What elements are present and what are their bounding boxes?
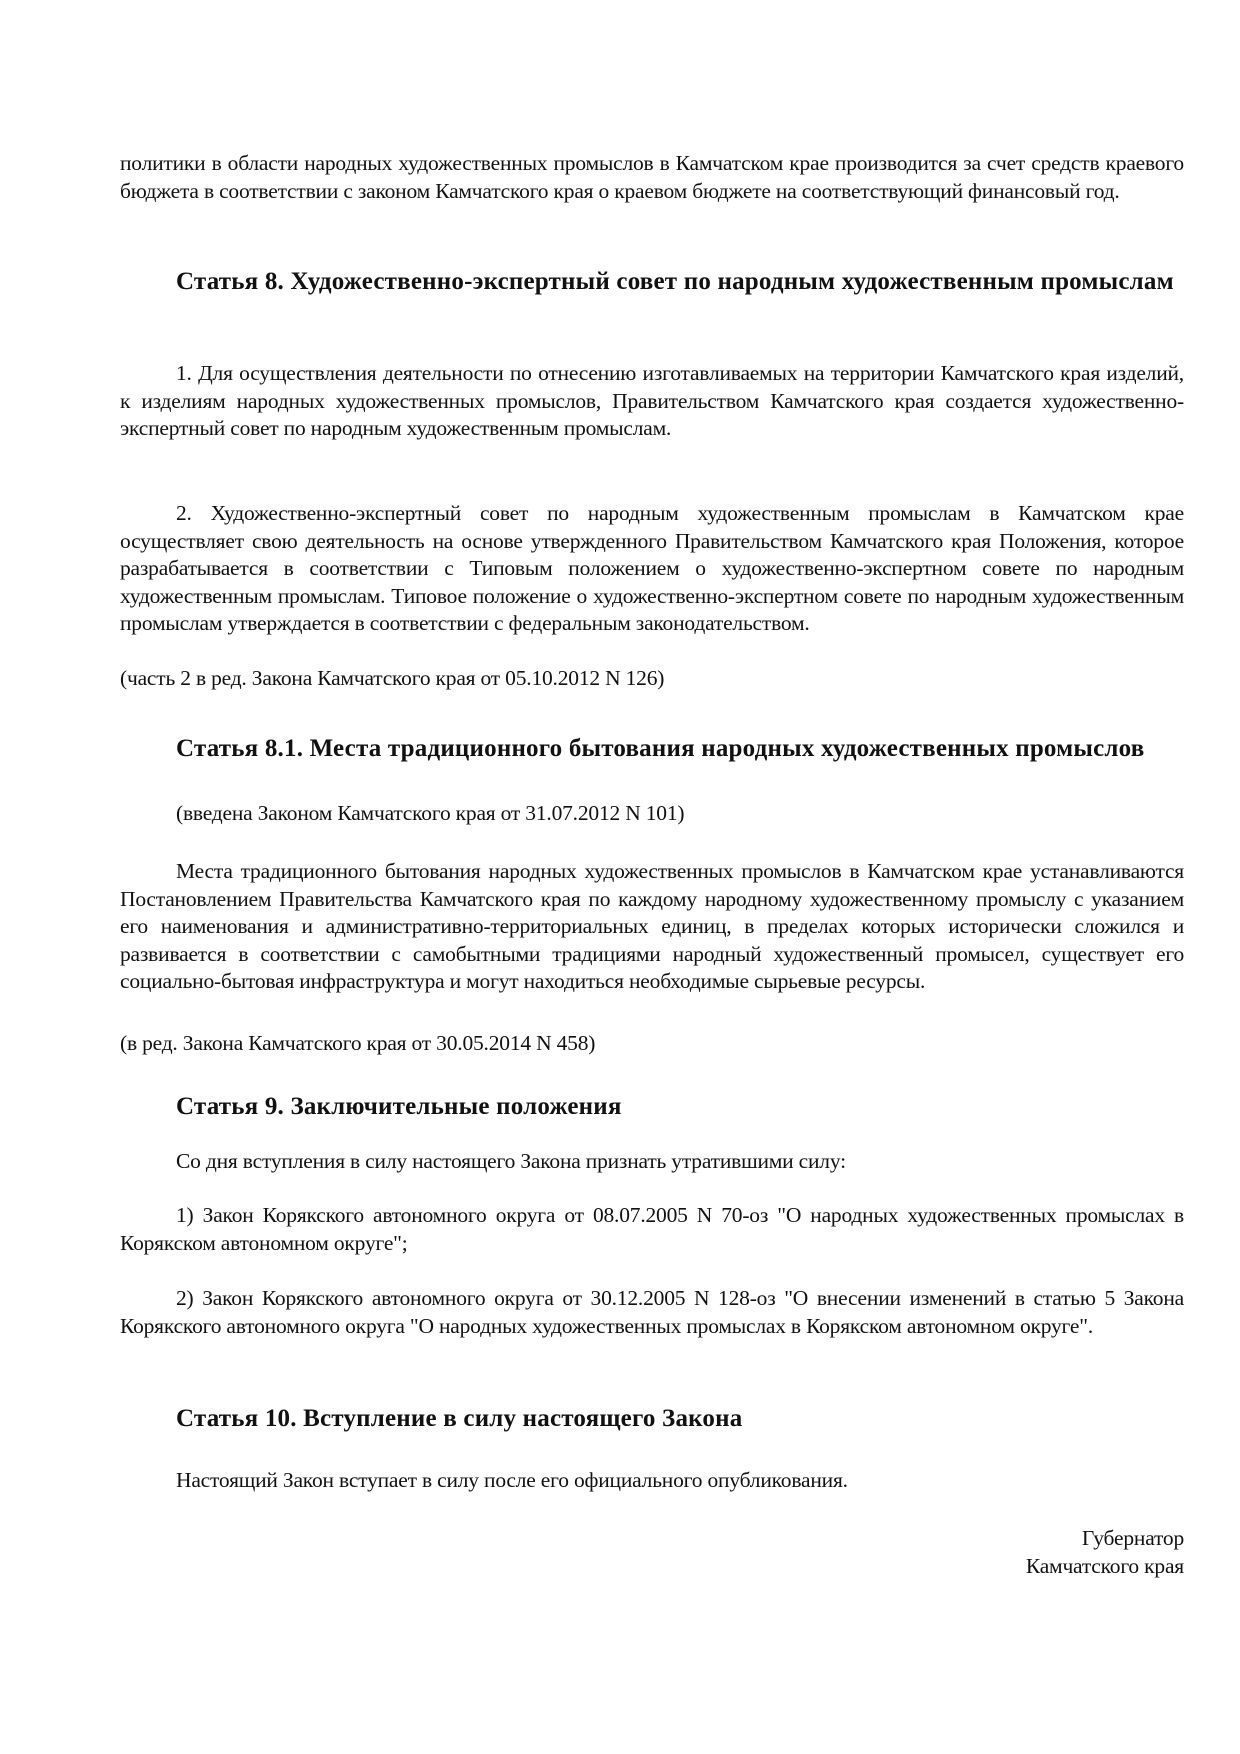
article-8-paragraph-2: 2. Художественно-экспертный совет по народным художественным промыслам в Камчатском крае осуществляет свою деятельность на основе утвержденного Правительством Камчатского края Положения, которое разрабатывается в соответствии с Типовым положением о художественно-экспертном совете по народным художественным промыслам. Типовое положение о художественно-экспертном совете по народным художественным промыслам утверждается в соответствии с федеральным законодательством. [120,501,1184,635]
signature-title: Губернатор [1081,1526,1184,1550]
article-9-paragraph-2: 2) Закон Корякского автономного округа от 30.12.2005 N 128-оз "О внесении изменений в статью 5 Закона Корякского автономного округа "О народных художественных промыслах в Корякском автономном округе". [120,1286,1184,1338]
article-9-title: Статья 9. Заключительные положения [176,1093,622,1120]
article-8-1-paragraph: Места традиционного бытования народных художественных промыслов в Камчатском крае устанавливаются Постановлением Правительства Камчатского края по каждому народному художественному промыслу с указанием его наименования и административно-территориальных единиц, в пределах которых исторически сложился и развивается в соответствии с самобытными традициями народный художественный промысел, существует его социально-бытовая инфраструктура и могут находиться необходимые сырьевые ресурсы. [120,859,1184,993]
article-8-1-note: (в ред. Закона Камчатского края от 30.05.2014 N 458) [120,1031,596,1055]
article-10-title: Статья 10. Вступление в силу настоящего Закона [176,1405,743,1432]
article-9-paragraph-0: Со дня вступления в силу настоящего Закона признать утратившими силу: [176,1149,846,1173]
article-10-paragraph: Настоящий Закон вступает в силу после его официального опубликования. [176,1468,848,1492]
signature-block [120,1525,1184,1580]
intro-paragraph [120,150,1184,205]
article-8-note: (часть 2 в ред. Закона Камчатского края от 05.10.2012 N 126) [120,666,665,690]
article-8-title: Статья 8. Художественно-экспертный совет по народным художественным промыслам [176,268,1174,295]
paragraph-text: политики в области народных художественных промыслов в Камчатском крае производится за счет средств краевого бюджета в соответствии с законом Камчатского края о краевом бюджете на соответствующий финансовый год. [120,151,1184,203]
article-8-1-intro: (введена Законом Камчатского края от 31.07.2012 N 101) [176,801,685,825]
article-8-paragraph-1: 1. Для осуществления деятельности по отнесению изготавливаемых на территории Камчатского края изделий, к изделиям народных художественных промыслов, Правительством Камчатского края создается художественно-экспертный совет по народным художественным промыслам. [120,361,1184,440]
signature-region: Камчатского края [1025,1553,1184,1578]
article-8-1-title: Статья 8.1. Места традиционного бытования народных художественных промыслов [176,735,1145,762]
article-9-paragraph-1: 1) Закон Корякского автономного округа от 08.07.2005 N 70-оз "О народных художественных промыслах в Корякском автономном округе"; [120,1203,1184,1255]
